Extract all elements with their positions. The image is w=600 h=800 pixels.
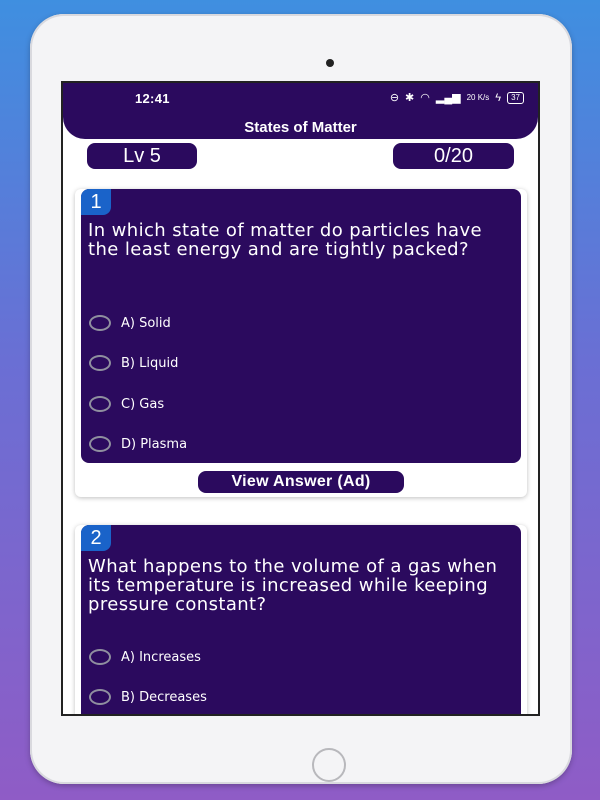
radio-button[interactable] (89, 689, 111, 705)
question-number: 2 (81, 525, 111, 551)
question-text: In which state of matter do particles have the least energy and are tightly packed? (88, 220, 482, 260)
option-label: C) Gas (121, 396, 165, 412)
home-button[interactable] (312, 748, 346, 782)
dnd-icon: ⊖ (389, 92, 400, 104)
question-card (75, 189, 527, 497)
question-text: What happens to the volume of a gas when its temperature is increased while keeping pressure constant? (88, 556, 498, 615)
option-d[interactable] (89, 434, 187, 454)
option-b[interactable] (89, 353, 178, 373)
radio-button[interactable] (89, 649, 111, 665)
option-label: A) Increases (121, 649, 201, 665)
signal-icon: ▂▄▆ (435, 92, 461, 104)
view-answer-button[interactable]: View Answer (Ad) (198, 471, 404, 493)
option-label: B) Decreases (121, 689, 207, 705)
app-screen (61, 81, 540, 716)
radio-button[interactable] (89, 436, 111, 452)
charging-icon: ϟ (495, 91, 502, 104)
option-c[interactable] (89, 394, 164, 414)
status-time: 12:41 (135, 91, 170, 106)
bluetooth-icon: ✱ (405, 92, 415, 104)
radio-button[interactable] (89, 396, 111, 412)
option-label: A) Solid (121, 315, 171, 331)
level-badge: Lv 5 (87, 143, 197, 169)
question-panel (81, 189, 521, 463)
option-a[interactable] (89, 647, 201, 667)
status-icons (390, 91, 524, 104)
question-card (75, 525, 527, 716)
score-badge: 0/20 (393, 143, 514, 169)
camera-dot (326, 59, 334, 67)
option-a[interactable] (89, 313, 171, 333)
option-label: D) Plasma (121, 436, 188, 452)
radio-button[interactable] (89, 315, 111, 331)
app-bar (63, 83, 538, 139)
battery-icon: 37 (507, 92, 524, 104)
radio-button[interactable] (89, 355, 111, 371)
option-b[interactable] (89, 687, 207, 707)
net-speed: 20 K/s (466, 93, 490, 102)
question-number: 1 (81, 189, 111, 215)
wifi-icon: ◠ (420, 92, 430, 104)
question-panel (81, 525, 521, 716)
page-title: States of Matter (244, 119, 357, 136)
option-label: B) Liquid (121, 355, 179, 371)
